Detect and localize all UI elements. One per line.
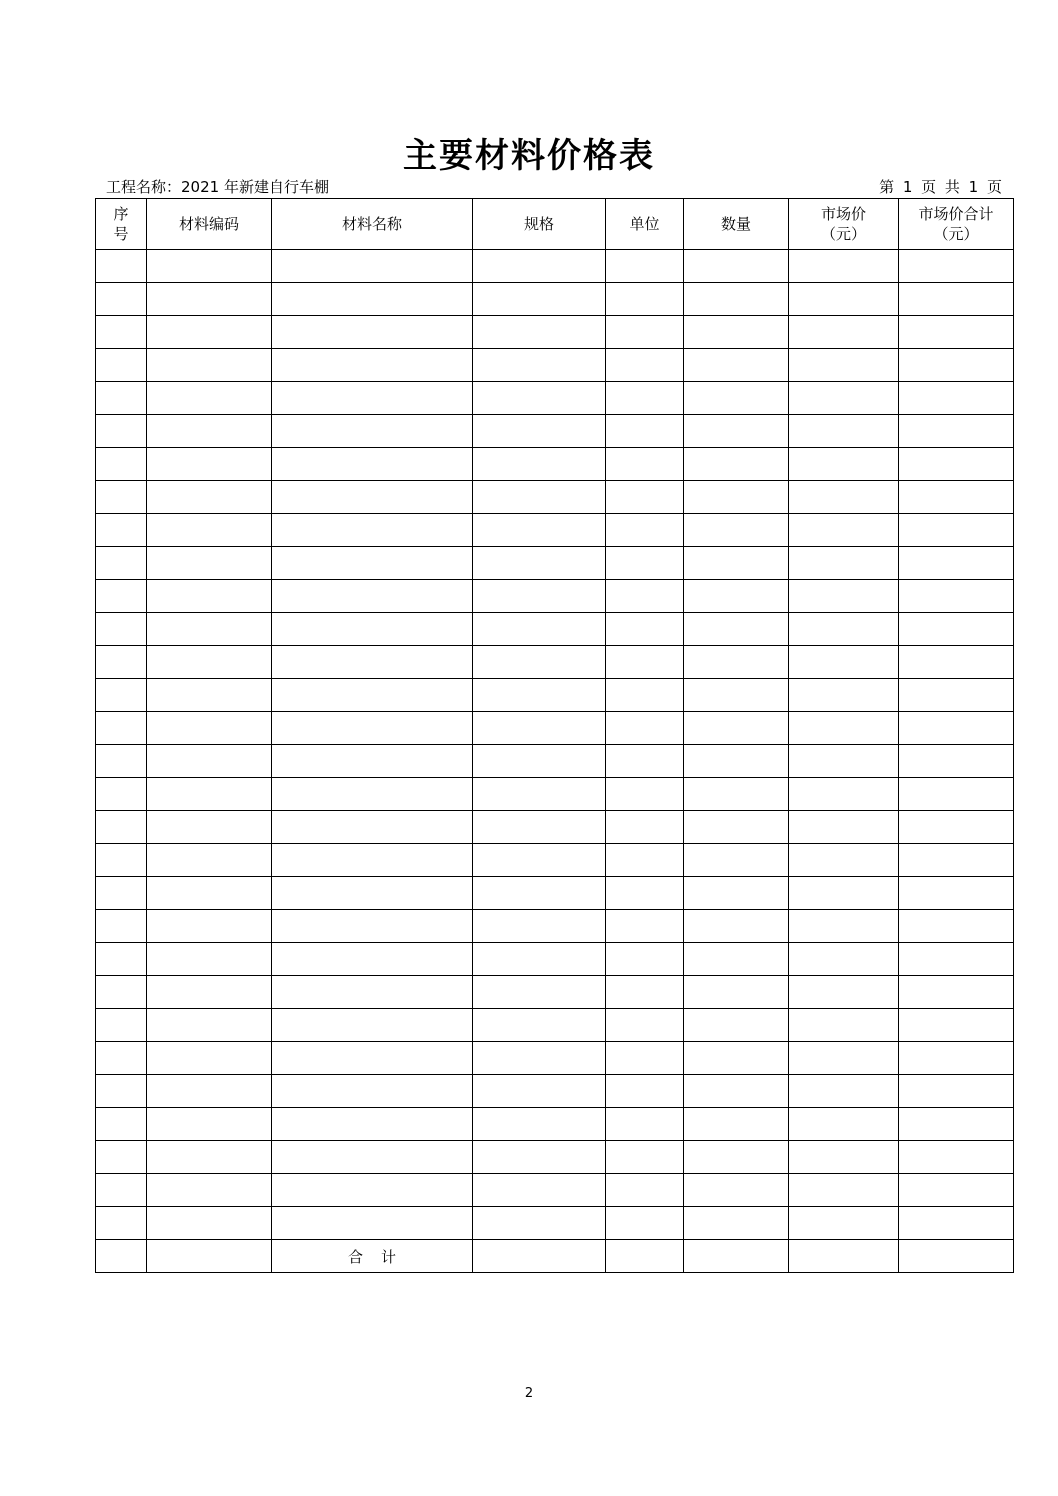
table-cell (789, 1009, 899, 1042)
table-cell (606, 283, 684, 316)
table-cell (899, 415, 1014, 448)
table-cell (789, 1141, 899, 1174)
table-cell (684, 1009, 789, 1042)
table-cell (684, 943, 789, 976)
table-row (96, 547, 1014, 580)
table-cell (96, 1174, 147, 1207)
table-cell (899, 283, 1014, 316)
header-index: 序 号 (96, 199, 147, 250)
table-cell (272, 382, 473, 415)
table-cell (96, 943, 147, 976)
table-cell (473, 877, 606, 910)
table-cell (147, 283, 272, 316)
table-cell (789, 745, 899, 778)
table-cell (899, 679, 1014, 712)
table-cell (606, 349, 684, 382)
table-cell (606, 1141, 684, 1174)
table-cell (473, 1108, 606, 1141)
table-cell (789, 514, 899, 547)
table-cell (272, 1174, 473, 1207)
table-header-row (96, 199, 1014, 250)
table-cell (147, 910, 272, 943)
table-cell (789, 943, 899, 976)
table-cell (96, 481, 147, 514)
table-cell (684, 1240, 789, 1273)
table-cell (272, 349, 473, 382)
table-cell (684, 910, 789, 943)
table-cell (473, 976, 606, 1009)
table-cell (789, 580, 899, 613)
table-cell (684, 250, 789, 283)
table-cell (96, 382, 147, 415)
table-cell (473, 580, 606, 613)
table-cell (147, 976, 272, 1009)
table-row (96, 613, 1014, 646)
table-cell (473, 382, 606, 415)
table-cell (272, 514, 473, 547)
table-cell (147, 316, 272, 349)
table-cell (789, 679, 899, 712)
table-cell (272, 679, 473, 712)
table-cell (96, 1207, 147, 1240)
table-cell (147, 613, 272, 646)
table-row (96, 910, 1014, 943)
table-cell (899, 844, 1014, 877)
table-cell (473, 778, 606, 811)
table-cell (684, 514, 789, 547)
table-row (96, 448, 1014, 481)
table-cell (606, 250, 684, 283)
table-cell (899, 976, 1014, 1009)
table-cell (789, 1108, 899, 1141)
table-cell (473, 679, 606, 712)
table-cell (473, 415, 606, 448)
table-row (96, 646, 1014, 679)
table-cell (899, 514, 1014, 547)
table-cell (606, 679, 684, 712)
table-cell (606, 844, 684, 877)
table-row (96, 712, 1014, 745)
table-row (96, 943, 1014, 976)
table-cell (96, 580, 147, 613)
table-row (96, 1009, 1014, 1042)
table-cell (789, 382, 899, 415)
table-cell (606, 1207, 684, 1240)
table-cell (789, 811, 899, 844)
table-cell (272, 1141, 473, 1174)
table-cell (684, 1075, 789, 1108)
table-cell (272, 1075, 473, 1108)
table-cell (899, 943, 1014, 976)
table-cell (272, 580, 473, 613)
table-cell (147, 1075, 272, 1108)
table-row (96, 778, 1014, 811)
table-row (96, 679, 1014, 712)
table-cell (96, 415, 147, 448)
table-cell (684, 712, 789, 745)
table-cell (606, 481, 684, 514)
table-cell (789, 250, 899, 283)
table-cell (473, 1174, 606, 1207)
header-market-price: 市场价 （元） (789, 199, 899, 250)
table-cell (684, 316, 789, 349)
table-cell (96, 844, 147, 877)
table-cell (789, 910, 899, 943)
table-cell (272, 811, 473, 844)
header-unit: 单位 (606, 199, 684, 250)
table-cell (606, 1075, 684, 1108)
table-cell (473, 1042, 606, 1075)
table-cell (147, 1174, 272, 1207)
table-cell (147, 1042, 272, 1075)
table-cell (684, 778, 789, 811)
table-cell (899, 646, 1014, 679)
table-cell (96, 613, 147, 646)
table-cell (96, 514, 147, 547)
table-row (96, 1075, 1014, 1108)
table-cell (473, 514, 606, 547)
table-cell (899, 349, 1014, 382)
table-cell (789, 415, 899, 448)
table-row (96, 1042, 1014, 1075)
table-cell (272, 481, 473, 514)
table-cell (96, 547, 147, 580)
table-cell (96, 976, 147, 1009)
table-cell (96, 646, 147, 679)
table-cell (272, 547, 473, 580)
table-cell (899, 580, 1014, 613)
materials-price-table (95, 198, 1014, 1273)
table-cell (473, 547, 606, 580)
table-cell (147, 646, 272, 679)
table-cell (684, 547, 789, 580)
table-cell (96, 778, 147, 811)
table-cell (899, 1042, 1014, 1075)
table-row (96, 283, 1014, 316)
table-cell (899, 250, 1014, 283)
table-cell (96, 349, 147, 382)
header-spec: 规格 (473, 199, 606, 250)
table-cell (789, 877, 899, 910)
table-cell (473, 283, 606, 316)
table-cell (147, 415, 272, 448)
table-cell (899, 1075, 1014, 1108)
table-cell (147, 1009, 272, 1042)
table-cell (147, 943, 272, 976)
table-cell (684, 844, 789, 877)
table-cell (272, 283, 473, 316)
table-cell (684, 349, 789, 382)
table-cell (272, 1042, 473, 1075)
table-cell (684, 415, 789, 448)
table-cell (606, 514, 684, 547)
table-cell (147, 1141, 272, 1174)
table-cell (147, 481, 272, 514)
table-cell (96, 712, 147, 745)
table-row (96, 580, 1014, 613)
table-cell (473, 745, 606, 778)
table-cell (147, 349, 272, 382)
table-cell (899, 778, 1014, 811)
table-cell (899, 382, 1014, 415)
table-cell (899, 745, 1014, 778)
table-cell (899, 712, 1014, 745)
table-cell (684, 580, 789, 613)
table-cell (789, 547, 899, 580)
table-cell (899, 448, 1014, 481)
table-cell (272, 448, 473, 481)
table-row (96, 514, 1014, 547)
table-row (96, 481, 1014, 514)
table-cell (473, 481, 606, 514)
table-cell (473, 1207, 606, 1240)
table-cell (899, 877, 1014, 910)
table-cell (606, 646, 684, 679)
table-cell (606, 316, 684, 349)
header-quantity: 数量 (684, 199, 789, 250)
table-cell (272, 250, 473, 283)
table-cell (96, 1075, 147, 1108)
table-row (96, 250, 1014, 283)
table-cell (147, 514, 272, 547)
table-cell (789, 1042, 899, 1075)
project-name: 工程名称：2021 年新建自行车棚 (106, 178, 329, 196)
table-cell (96, 877, 147, 910)
table-cell (272, 844, 473, 877)
table-cell (606, 1009, 684, 1042)
table-cell (473, 1009, 606, 1042)
table-cell (789, 1207, 899, 1240)
table-cell (272, 1009, 473, 1042)
table-cell (789, 976, 899, 1009)
table-cell (899, 316, 1014, 349)
table-cell (272, 613, 473, 646)
table-cell (272, 877, 473, 910)
table-cell (606, 943, 684, 976)
table-row (96, 382, 1014, 415)
table-row (96, 316, 1014, 349)
table-cell (96, 448, 147, 481)
table-cell (473, 910, 606, 943)
table-cell (147, 877, 272, 910)
table-cell (684, 646, 789, 679)
table-cell (147, 1108, 272, 1141)
table-cell (147, 250, 272, 283)
table-cell (473, 250, 606, 283)
table-cell (899, 1240, 1014, 1273)
table-cell (473, 1075, 606, 1108)
table-cell (899, 1174, 1014, 1207)
table-cell (147, 745, 272, 778)
table-cell (789, 646, 899, 679)
table-cell (606, 1174, 684, 1207)
table-cell (147, 679, 272, 712)
table-row (96, 1174, 1014, 1207)
table-cell (789, 778, 899, 811)
table-row (96, 415, 1014, 448)
table-row (96, 745, 1014, 778)
table-cell (899, 1207, 1014, 1240)
table-cell (96, 1009, 147, 1042)
table-cell (473, 1240, 606, 1273)
table-cell (684, 745, 789, 778)
table-cell (684, 1207, 789, 1240)
table-cell (789, 712, 899, 745)
table-cell (899, 481, 1014, 514)
table-cell (789, 844, 899, 877)
table-cell (606, 1240, 684, 1273)
table-cell (147, 844, 272, 877)
table-cell (606, 1108, 684, 1141)
table-cell (606, 580, 684, 613)
table-cell (684, 1108, 789, 1141)
table-cell (606, 910, 684, 943)
table-cell (606, 613, 684, 646)
table-cell (96, 679, 147, 712)
table-cell (789, 481, 899, 514)
header-market-total: 市场价合计 （元） (899, 199, 1014, 250)
page-title: 主要材料价格表 (403, 136, 655, 176)
page-info: 第 1 页 共 1 页 (879, 178, 1002, 196)
header-material-code: 材料编码 (147, 199, 272, 250)
table-cell (272, 1207, 473, 1240)
table-row (96, 976, 1014, 1009)
table-row (96, 1108, 1014, 1141)
table-cell (684, 679, 789, 712)
table-body (96, 250, 1014, 1273)
table-cell (606, 712, 684, 745)
table-cell (147, 1240, 272, 1273)
table-cell (789, 1075, 899, 1108)
table-cell (272, 910, 473, 943)
table-cell (899, 1009, 1014, 1042)
table-cell (147, 580, 272, 613)
table-cell (684, 1141, 789, 1174)
table-cell (606, 547, 684, 580)
table-cell (684, 481, 789, 514)
table-cell (473, 316, 606, 349)
table-cell (606, 811, 684, 844)
table-cell (272, 976, 473, 1009)
table-cell (684, 976, 789, 1009)
table-row (96, 811, 1014, 844)
table-cell (96, 1042, 147, 1075)
table-cell (789, 316, 899, 349)
table-cell (606, 382, 684, 415)
table-cell (147, 448, 272, 481)
table-cell (684, 1042, 789, 1075)
table-cell (684, 448, 789, 481)
table-cell (96, 316, 147, 349)
table-cell (899, 1108, 1014, 1141)
table-cell (147, 1207, 272, 1240)
page-number: 2 (524, 1386, 534, 1401)
table-cell (789, 1240, 899, 1273)
table-cell (147, 778, 272, 811)
table-cell (96, 910, 147, 943)
table-cell (96, 250, 147, 283)
total-label: 合计 (272, 1240, 473, 1273)
table-cell (96, 745, 147, 778)
table-cell (147, 712, 272, 745)
total-row (96, 1240, 1014, 1273)
table-cell (473, 448, 606, 481)
table-cell (789, 613, 899, 646)
table-cell (473, 811, 606, 844)
table-cell (899, 547, 1014, 580)
table-cell (606, 448, 684, 481)
table-cell (606, 778, 684, 811)
table-cell (899, 811, 1014, 844)
table-row (96, 844, 1014, 877)
table-cell (96, 283, 147, 316)
table-row (96, 877, 1014, 910)
table-cell (272, 943, 473, 976)
table-cell (684, 1174, 789, 1207)
table-cell (473, 646, 606, 679)
table-cell (96, 1108, 147, 1141)
table-cell (606, 415, 684, 448)
table-cell (606, 1042, 684, 1075)
table-cell (96, 811, 147, 844)
table-cell (684, 613, 789, 646)
table-cell (899, 1141, 1014, 1174)
table-cell (147, 382, 272, 415)
table-cell (789, 448, 899, 481)
table-cell (272, 745, 473, 778)
table-cell (272, 316, 473, 349)
table-cell (789, 283, 899, 316)
table-cell (272, 646, 473, 679)
table-cell (684, 382, 789, 415)
table-cell (606, 745, 684, 778)
table-cell (272, 1108, 473, 1141)
table-cell (899, 613, 1014, 646)
table-cell (147, 547, 272, 580)
table-cell (473, 844, 606, 877)
table-row (96, 1141, 1014, 1174)
table-cell (684, 877, 789, 910)
table-cell (473, 712, 606, 745)
table-cell (899, 910, 1014, 943)
table-cell (96, 1141, 147, 1174)
table-cell (473, 943, 606, 976)
table-cell (272, 712, 473, 745)
table-cell (147, 811, 272, 844)
table-cell (789, 1174, 899, 1207)
header-material-name: 材料名称 (272, 199, 473, 250)
table-cell (789, 349, 899, 382)
table-cell (473, 613, 606, 646)
table-cell (684, 283, 789, 316)
table-row (96, 349, 1014, 382)
table-cell (272, 778, 473, 811)
table-cell (272, 415, 473, 448)
table-cell (473, 349, 606, 382)
table-cell (606, 976, 684, 1009)
table-cell (473, 1141, 606, 1174)
table-cell (96, 1240, 147, 1273)
table-cell (684, 811, 789, 844)
table-cell (606, 877, 684, 910)
table-row (96, 1207, 1014, 1240)
